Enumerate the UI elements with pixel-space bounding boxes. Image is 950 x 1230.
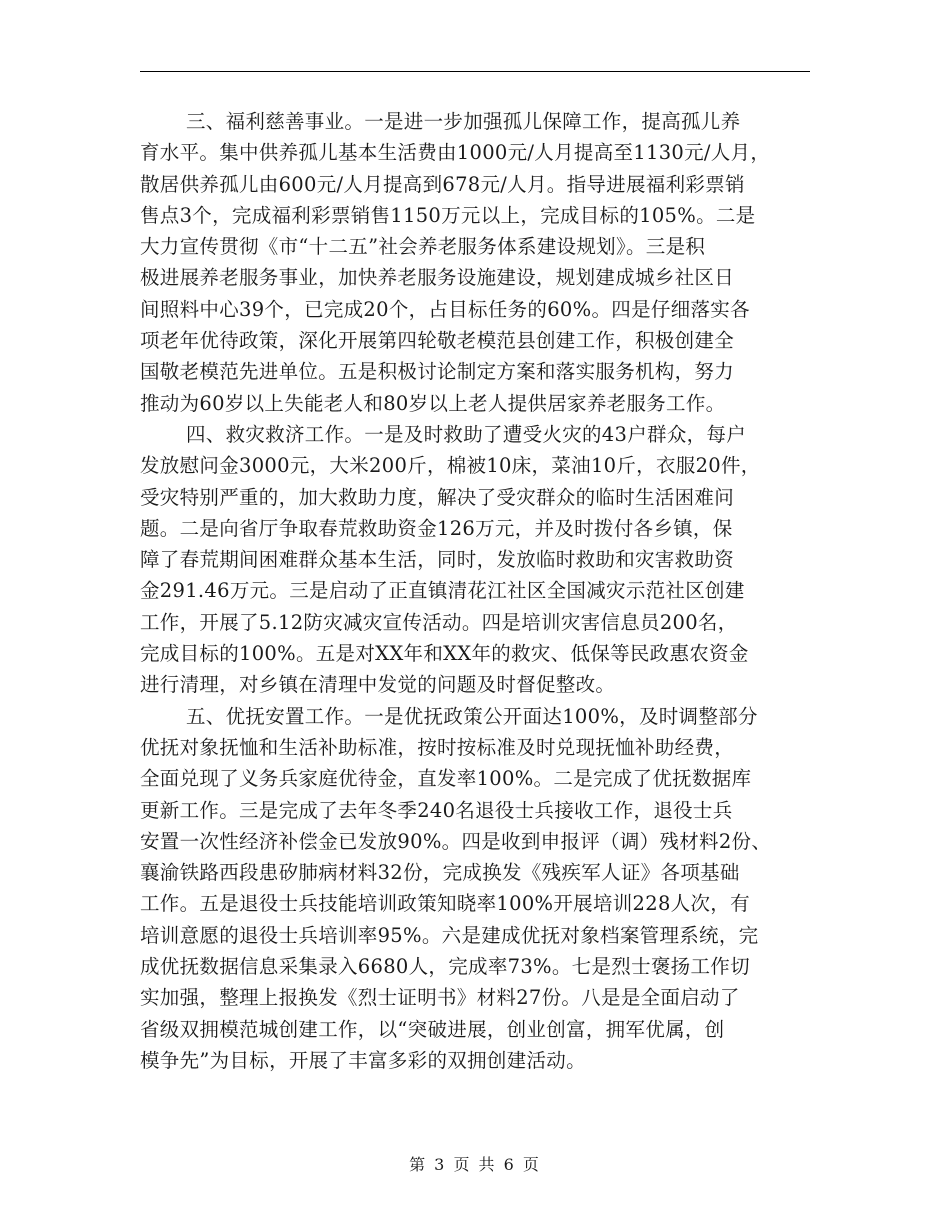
text-line: 更新工作。三是完成了去年冬季240名退役士兵接收工作，退役士兵 [140,798,733,822]
text-line: 完成目标的100%。五是对XX年和XX年的救灾、低保等民政惠农资金 [140,642,749,666]
text-line: 售点3个，完成福利彩票销售1150万元以上，完成目标的105%。二是 [140,203,756,227]
text-line: 安置一次性经济补偿金已发放90%。四是收到申报评（调）残材料2份、 [140,829,772,853]
body-text [140,106,820,1076]
text-line: 金291.46万元。三是启动了正直镇清花江社区全国减灾示范社区创建 [140,579,745,603]
text-line: 省级双拥模范城创建工作，以“突破进展，创业创富，拥军优属，创 [140,1017,725,1041]
text-line: 培训意愿的退役士兵培训率95%。六是建成优抚对象档案管理系统，完 [140,923,759,947]
paragraph-preferential-care [140,701,820,1077]
text-line: 育水平。集中供养孤儿基本生活费由1000元/人月提高至1130元/人月， [140,141,771,165]
text-line: 四、救灾救济工作。一是及时救助了遭受火灾的43户群众，每户 [186,422,747,446]
text-line: 受灾特别严重的，加大救助力度，解决了受灾群众的临时生活困难问 [140,485,735,509]
text-line: 模争先”为目标，开展了丰富多彩的双拥创建活动。 [140,1048,586,1072]
header-rule [140,71,810,72]
paragraph-welfare-charity [140,106,820,419]
text-line: 三、福利慈善事业。一是进一步加强孤儿保障工作，提高孤儿养 [186,110,741,133]
paragraph-disaster-relief [140,419,820,701]
text-line: 散居供养孤儿由600元/人月提高到678元/人月。指导进展福利彩票销 [140,172,745,196]
text-line: 障了春荒期间困难群众基本生活，同时，发放临时救助和灾害救助资 [140,548,735,572]
text-line: 发放慰问金3000元，大米200斤，棉被10床，菜油10斤，衣服20件， [140,454,761,478]
text-line: 优抚对象抚恤和生活补助标准，按时按标准及时兑现抚恤补助经费， [140,735,735,759]
text-line: 进行清理，对乡镇在清理中发觉的问题及时督促整改。 [140,673,616,697]
text-line: 襄渝铁路西段患矽肺病材料32份，完成换发《残疾军人证》各项基础 [140,861,740,885]
text-line: 全面兑现了义务兵家庭优待金，直发率100%。二是完成了优抚数据库 [140,767,752,791]
text-line: 题。二是向省厅争取春荒救助资金126万元，并及时拨付各乡镇，保 [140,516,733,540]
text-line: 工作。五是退役士兵技能培训政策知晓率100%开展培训228人次，有 [140,892,750,916]
text-line: 极进展养老服务事业，加快养老服务设施建设，规划建成城乡社区日 [140,266,735,290]
text-line: 间照料中心39个，已完成20个，占目标任务的60%。四是仔细落实各 [140,297,750,321]
text-line: 工作，开展了5.12防灾减灾宣传活动。四是培训灾害信息员200名， [140,610,738,634]
text-line: 成优抚数据信息采集录入6680人，完成率73%。七是烈士褒扬工作切 [140,955,750,979]
text-line: 五、优抚安置工作。一是优抚政策公开面达100%，及时调整部分 [186,704,758,728]
text-line: 项老年优待政策，深化开展第四轮敬老模范县创建工作，积极创建全 [140,329,735,353]
page-number-footer: 第 3 页 共 6 页 [409,1155,541,1174]
text-line: 国敬老模范先进单位。五是积极讨论制定方案和落实服务机构，努力 [140,360,735,384]
text-line: 推动为60岁以上失能老人和80岁以上老人提供居家养老服务工作。 [140,391,726,415]
text-line: 实加强，整理上报换发《烈士证明书》材料27份。八是是全面启动了 [140,986,740,1010]
text-line: 大力宣传贯彻《市“十二五”社会养老服务体系建设规划》。三是积 [140,235,706,259]
